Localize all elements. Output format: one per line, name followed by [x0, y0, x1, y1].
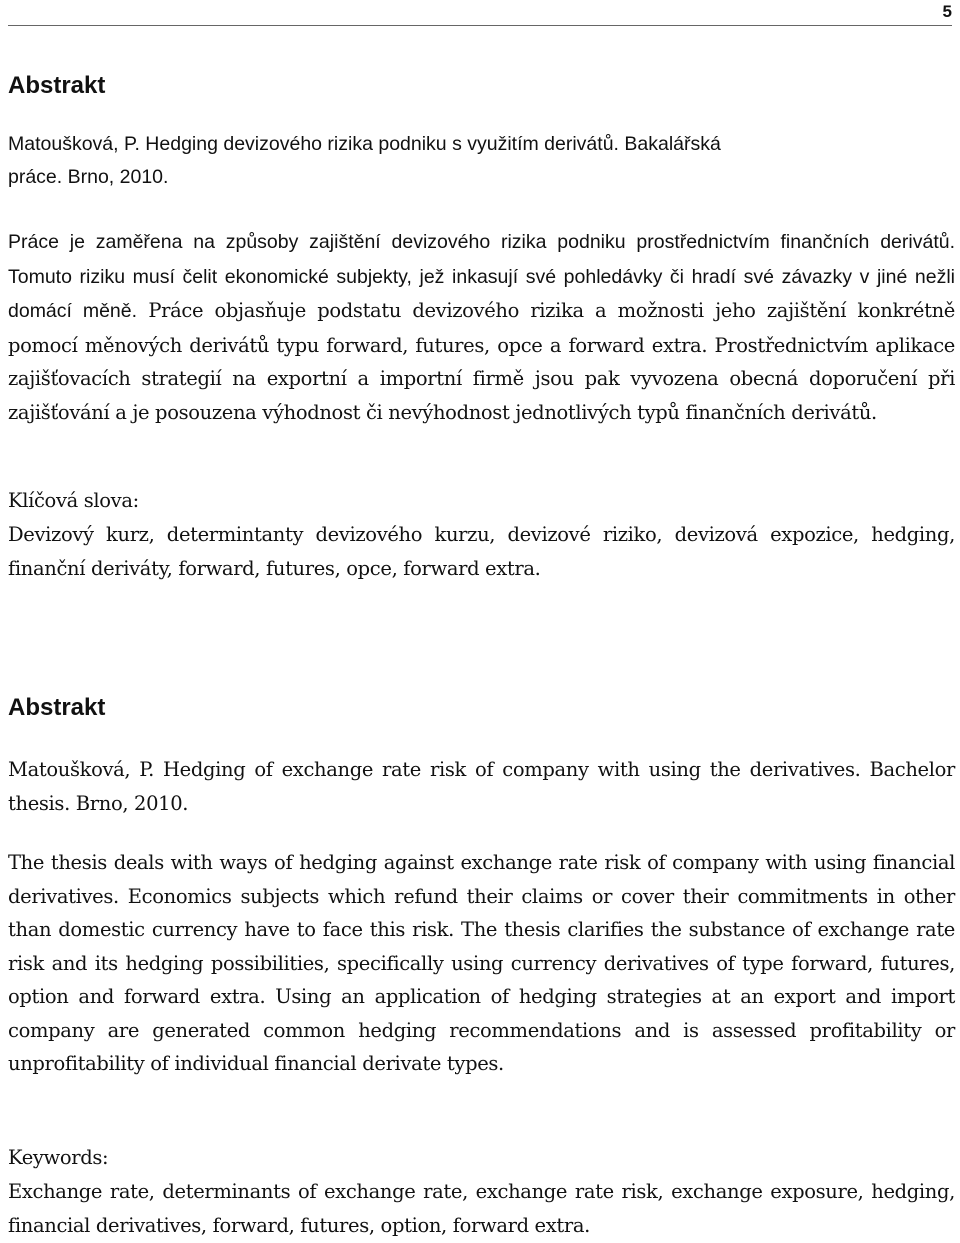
english-abstract-heading: Abstrakt: [8, 694, 106, 721]
czech-abstract-heading: Abstrakt: [8, 72, 106, 99]
czech-abstract-body: [8, 225, 955, 429]
czech-citation-line-1: Matoušková, P. Hedging devizového rizika podniku s využitím derivátů. Bakalářská: [8, 133, 721, 155]
english-abstract-body: The thesis deals with ways of hedging against exchange rate risk of company with using financial derivatives. Economics subjects which refund their claims or cover their commitments in other than domestic currency have to face this risk. The thesis clarifies the substance of exchange rate risk and its hedging possibilities, specifically using currency derivatives of type forward, futures, option and forward extra. Using an application of hedging strategies at an export and import company are generated common hedging recommendations and is assessed profitability or unprofitability of individual financial derivate types.: [8, 851, 955, 1075]
czech-body-sentence-3: Práce objasňuje podstatu devizového rizika a možnosti jeho zajištění konkrétně pomocí měnových derivátů typu forward, futures, opce a forward extra.: [8, 299, 955, 357]
english-keywords-label: Keywords:: [8, 1146, 109, 1169]
header-rule: [8, 25, 952, 26]
page-number: 5: [942, 2, 952, 21]
english-citation: Matoušková, P. Hedging of exchange rate risk of company with using the derivatives. Bachelor thesis. Brno, 2010.: [8, 758, 955, 815]
czech-keywords-label: Klíčová slova:: [8, 489, 139, 512]
czech-citation-line-2: práce. Brno, 2010.: [8, 166, 169, 188]
czech-body-sentence-2: Tomuto riziku musí čelit ekonomické subjekty, jež inkasují své pohledávky či hradí své závazky v jiné nežli domácí měně.: [8, 265, 955, 322]
english-keywords: Exchange rate, determinants of exchange rate, exchange rate risk, exchange exposure, hedging, financial derivatives, forward, futures, option, forward extra.: [8, 1180, 955, 1237]
czech-body-sentence-4: Prostřednictvím aplikace zajišťovacích strategií na exportní a importní firmě jsou pak vyvozena obecná doporučení při zajišťování a je posouzena výhodnost či nevýhodnost jednotlivých typů finančních derivátů.: [8, 333, 955, 424]
czech-keywords: Devizový kurz, determintanty devizového kurzu, devizové riziko, devizová expozice, hedging, finanční deriváty, forward, futures, opce, forward extra.: [8, 523, 955, 580]
czech-body-sentence-1: Práce je zaměřena na způsoby zajištění devizového rizika podniku prostřednictvím finančních derivátů.: [8, 231, 955, 253]
